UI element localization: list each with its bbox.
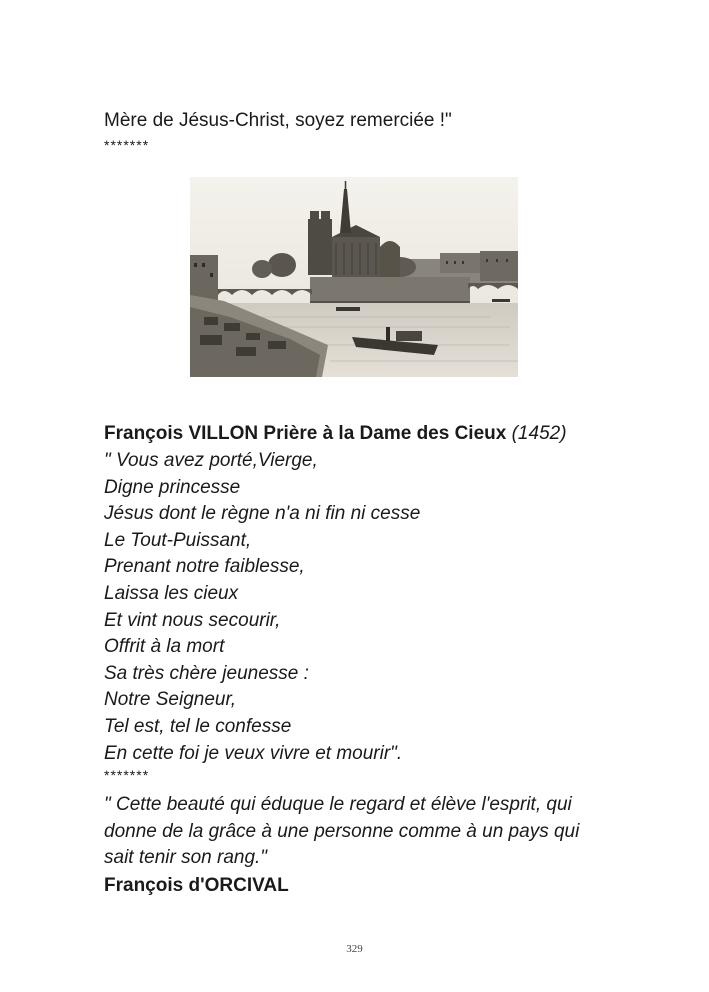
poem-heading bbox=[104, 421, 567, 447]
verse-line: En cette foi je veux vivre et mourir". bbox=[104, 742, 403, 764]
quote-block bbox=[104, 792, 624, 872]
verse-line: Prenant notre faiblesse, bbox=[104, 556, 305, 578]
verse-line: Offrit à la mort bbox=[104, 636, 225, 658]
verse-line: " Vous avez porté,Vierge, bbox=[104, 450, 318, 471]
verse-line: Jésus dont le règne n'a ni fin ni cesse bbox=[104, 503, 421, 525]
verse-line: Tel est, tel le confesse bbox=[104, 715, 292, 737]
page-number: 329 bbox=[346, 943, 363, 955]
notre-dame-engraving-icon bbox=[190, 177, 518, 377]
quote-line: " Cette beauté qui éduque le regard et élève l'esprit, qui bbox=[104, 794, 572, 815]
quote-line: donne de la grâce à une personne comme à un pays qui bbox=[104, 820, 580, 842]
separator: ******* bbox=[104, 767, 150, 783]
poem-verse bbox=[104, 448, 420, 767]
verse-line: Le Tout-Puissant, bbox=[104, 529, 252, 551]
heading-title: François VILLON Prière à la Dame des Cieux bbox=[104, 423, 507, 444]
heading-year: (1452) bbox=[511, 423, 567, 444]
verse-line: Laissa les cieux bbox=[104, 582, 239, 604]
verse-line: Notre Seigneur, bbox=[104, 689, 237, 711]
separator: ******* bbox=[104, 137, 150, 153]
verse-line: Et vint nous secourir, bbox=[104, 609, 281, 631]
quote-line: sait tenir son rang." bbox=[104, 847, 268, 868]
quote-author: François d'ORCIVAL bbox=[104, 875, 289, 896]
closing-line: Mère de Jésus-Christ, soyez remerciée !" bbox=[104, 110, 452, 131]
verse-line: Digne princesse bbox=[104, 476, 241, 498]
verse-line: Sa très chère jeunesse : bbox=[104, 662, 309, 684]
